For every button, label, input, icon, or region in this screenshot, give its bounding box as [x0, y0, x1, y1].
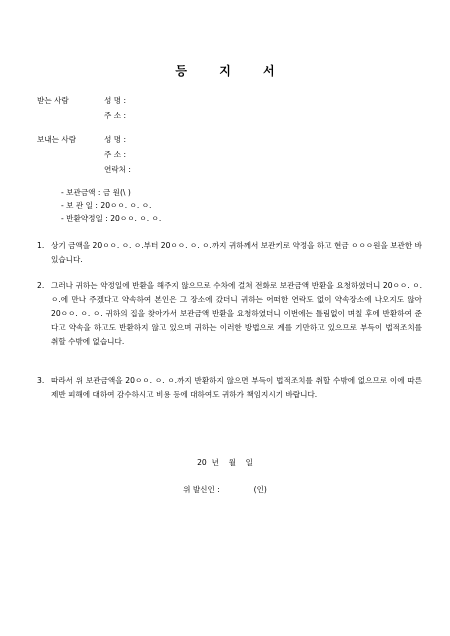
signature-line: 위 발신인 : (인)	[183, 485, 267, 494]
detail-amount: - 보관금액 : 금 원(\ )	[61, 188, 131, 197]
sender-address-label: 주 소 :	[104, 150, 127, 159]
paragraph-text: 따라서 위 보관금액을 20ㅇㅇ. ㅇ. ㅇ.까지 반환하지 않으면 부득이 법적조치를 취할 수밖에 없으므로 이에 따른 제반 피해에 대하여 감수하시고 비용 등에 대하여도 귀하가 책임지시기 바랍니다.	[51, 376, 422, 399]
paragraph-text: 그러나 귀하는 약정일에 반환을 해주지 않으므로 수차에 걸쳐 전화로 보관금액 반환을 요청하였더니 20ㅇㅇ. ㅇ. ㅇ.에 만나 주겠다고 약속하여 본인은 그 장소에 갔더니 귀하는 어떠한 연락도 없이 약속장소에 나오지도 않아 20ㅇㅇ. ㅇ. ㅇ. 귀하의 집을 찾아가서 보관금액 반환을 요청하였더니 이번에는 틀림없이 며칠 후에 반환하여 준다고 약속을 하고도 반환하지 않고 있으며 귀하는 이러한 방법으로 계를 기만하고 있으므로 부득이 법적조치를 취할 수밖에 없습니다.	[51, 281, 422, 346]
recipient-address-label: 주 소 :	[104, 111, 127, 120]
paragraph-number: 2.	[37, 281, 45, 290]
paragraph-3	[37, 374, 422, 418]
recipient-name-label: 성 명 :	[104, 96, 127, 105]
paragraph-2	[37, 279, 422, 359]
sender-group-label: 보내는 사람	[37, 135, 77, 144]
sender-contact-label: 연락처 :	[104, 165, 131, 174]
recipient-group-label: 받는 사람	[37, 96, 69, 105]
document-title: 등 지 서	[175, 64, 289, 78]
paragraph-text: 상기 금액을 20ㅇㅇ. ㅇ. ㅇ.부터 20ㅇㅇ. ㅇ. ㅇ.까지 귀하께서 보관키로 약정을 하고 현금 ㅇㅇㅇ원을 보관한 바 있습니다.	[51, 241, 422, 264]
detail-deposit-date: - 보 관 일 : 20ㅇㅇ. ㅇ. ㅇ.	[61, 201, 152, 210]
detail-return-date: - 반환약정일 : 20ㅇㅇ. ㅇ. ㅇ.	[61, 214, 162, 223]
sender-name-label: 성 명 :	[104, 135, 127, 144]
paragraph-1	[37, 239, 422, 269]
paragraph-number: 3.	[37, 376, 45, 385]
paragraph-number: 1.	[37, 241, 45, 250]
date-line: 20 년 월 일	[197, 458, 253, 467]
